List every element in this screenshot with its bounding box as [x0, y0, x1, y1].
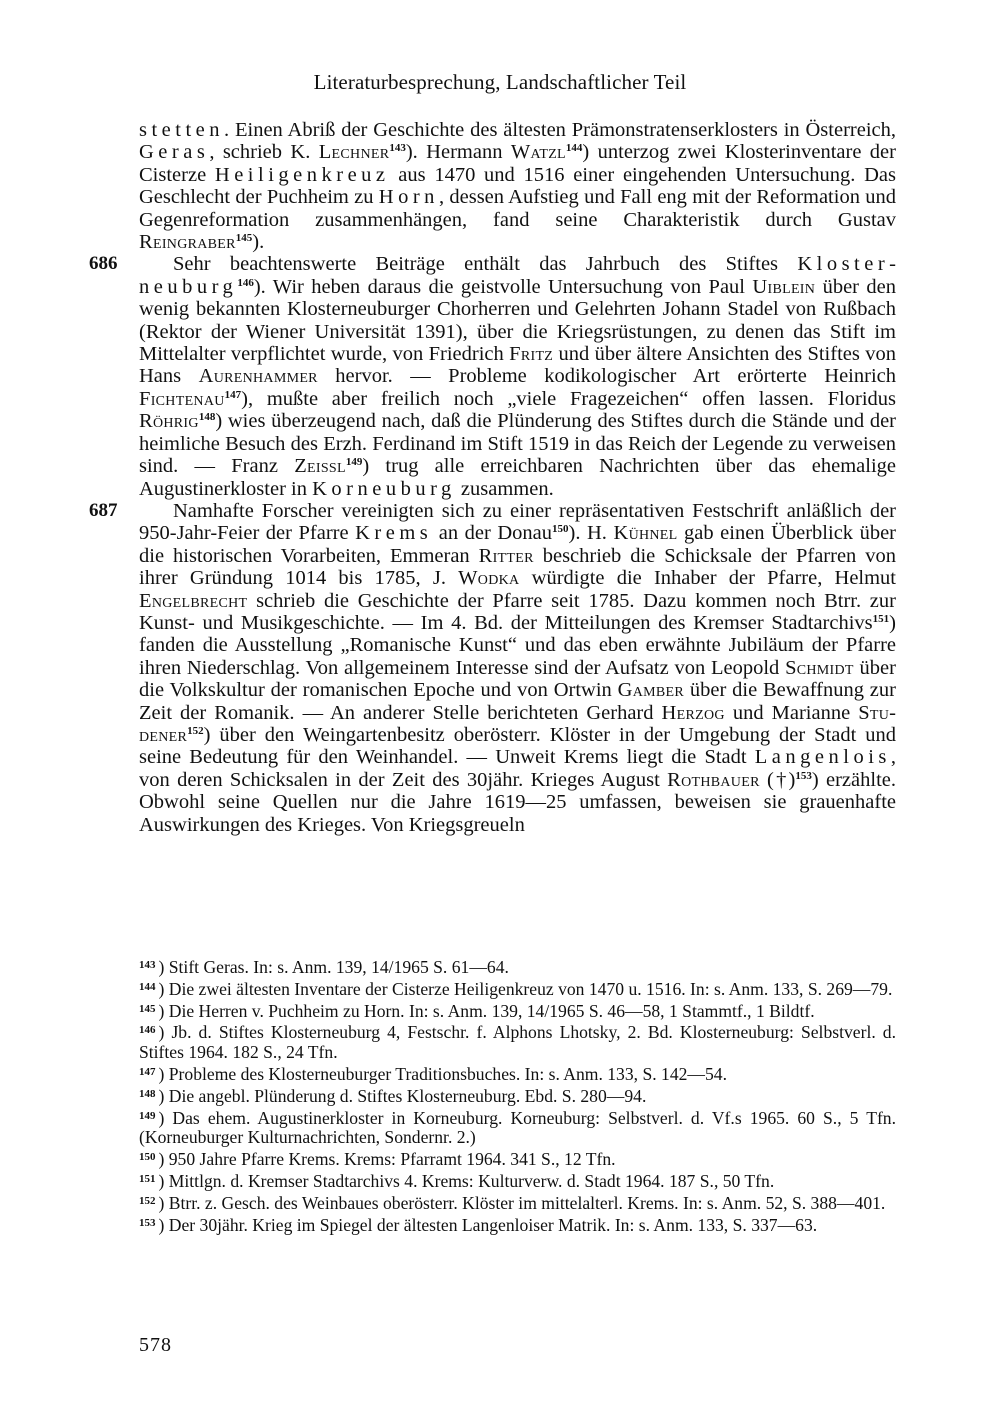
footnote-number: 153: [139, 1216, 156, 1229]
text-run: , dessen Aufstieg und Fall eng mit der Reformation und Gegenreformation zusammenhängen, fand seine Charakteristik durch Gustav: [139, 186, 897, 231]
text-run: ) fanden die Ausstellung „Romanische Kunst“ und das eben erwähnte Jubiläum der Pfarre ihren Niederschlag. Von allgemeinem Interesse sind der Aufsatz von Leopold: [139, 611, 896, 679]
footnote-text: ) Der 30jähr. Krieg im Spiegel der ältesten Langenloiser Matrik. In: s. Anm. 133, S. 337—63.: [158, 1214, 818, 1235]
footnote: [139, 1063, 896, 1085]
footnote-text: ) Jb. d. Stiftes Klosterneuburg 4, Festschr. f. Alphons Lhotsky, 2. Bd. Klosterneuburg: Selbstverl. d. Stiftes 1964. 182 S., 24 Tfn.: [139, 1022, 896, 1063]
author-name: Kühnel: [613, 522, 678, 545]
text-run: beschrieb die Schicksale der Pfarren von ihrer Gründung 1014 bis 1785, J.: [139, 544, 896, 590]
author-name: Ritter: [478, 544, 534, 567]
author-name: Engelbrecht: [139, 589, 248, 612]
paragraph-number: 686: [89, 253, 118, 275]
paragraph: [89, 253, 896, 500]
author-name: Studener: [139, 701, 896, 746]
author-name: Watzl: [510, 141, 566, 164]
footnote-text: ) Probleme des Klosterneuburger Traditionsbuches. In: s. Anm. 133, S. 142—54.: [158, 1063, 728, 1084]
footnote-ref: 152: [187, 724, 204, 737]
text-run: ).: [252, 231, 265, 254]
text-run: ). Wir heben daraus die geistvolle Untersuchung von Paul: [253, 275, 753, 298]
spaced-place-name: stetten: [139, 119, 225, 141]
footnote-number: 151: [139, 1172, 156, 1185]
text-run: ) wies überzeugend nach, daß die Plünderung des Stiftes durch die Stände und der heimliche Besuch des Erzh. Ferdinand im Stift 1519 in das Reich der Legende zu verweisen sind. — Franz: [139, 410, 896, 478]
author-name: Gamber: [617, 679, 685, 702]
text-run: ). Hermann: [405, 141, 511, 164]
text-run: ) unterzog zwei Klosterinventare der Cisterze: [139, 141, 896, 186]
footnote-ref: 146: [237, 276, 254, 289]
footnote-text: ) Mittlgn. d. Kremser Stadtarchivs 4. Krems: Kulturverw. d. Stadt 1964. 187 S., 50 Tfn.: [158, 1170, 775, 1191]
paragraph: [139, 119, 896, 253]
author-name: Schmidt: [785, 656, 854, 679]
footnote-ref: 149: [345, 456, 363, 469]
footnote-ref: 145: [235, 232, 253, 245]
text-run: ) über den Weingartenbesitz oberösterr. Klöster in der Umgebung der Stadt und seine Bedeutung für den Weinhandel. — Unweit Krems liegt die Stadt: [139, 723, 896, 769]
text-run: aus 1470 und 1516 einer eingehenden Untersuchung. Das Geschlecht der Puchheim zu: [139, 163, 896, 209]
author-name: Rothbauer: [667, 768, 760, 791]
footnote-text: ) 950 Jahre Pfarre Krems. Krems: Pfarramt 1964. 341 S., 12 Tfn.: [158, 1149, 616, 1170]
author-name: Röhrig: [139, 410, 199, 433]
text-run: Sehr beachtenswerte Beiträge enthält das Jahrbuch des Stiftes: [173, 253, 798, 276]
footnote-ref: 148: [198, 411, 216, 424]
footnote-text: ) Die Herren v. Puchheim zu Horn. In: s. Anm. 139, 14/1965 S. 46—58, 1 Stammtf., 1 Bildtf.: [158, 1000, 815, 1021]
footnote-number: 146: [139, 1024, 156, 1037]
footnote-ref: 147: [224, 388, 242, 401]
spaced-place-name: Geras: [139, 141, 210, 164]
spaced-place-name: Krems: [355, 522, 433, 545]
running-header: Literaturbesprechung, Landschaftlicher Teil: [313, 70, 687, 94]
spaced-place-name: Langenlois: [754, 746, 891, 769]
text-run: über die Bewaffnung zur Zeit der Romanik. — An anderer Stelle berichteten Gerhard: [139, 679, 896, 724]
footnote: [139, 1214, 896, 1236]
text-run: hervor. — Probleme kodikologischer Art erörterte Heinrich: [317, 365, 896, 388]
text-run: und Marianne: [724, 701, 859, 724]
text-run: über die Volkskultur der romanischen Epoche und von Ortwin: [139, 656, 896, 702]
footnote-number: 147: [139, 1065, 156, 1078]
footnote: [139, 1085, 896, 1107]
footnotes: [139, 956, 896, 1235]
text-run: gab einen Überblick über die historischen Vorarbeiten, Emmeran: [139, 522, 897, 567]
text-run: , schrieb K.: [209, 141, 319, 164]
author-name: Aurenhammer: [198, 365, 318, 388]
text-run: ). H.: [568, 522, 614, 545]
footnote: [139, 1107, 896, 1149]
text-run: schrieb die Geschichte der Pfarre seit 1785. Dazu kommen noch Btrr. zur Kunst- und Musikgeschichte. — Im 4. Bd. der Mitteilungen des Kremser Stadtarchivs: [139, 589, 896, 634]
footnote-ref: 153: [795, 769, 812, 782]
text-run: , von deren Schicksalen in der Zeit des 30jähr. Krieges August: [139, 746, 896, 791]
text-run: über den wenig bekannten Klosterneuburger Chorherren und Gelehrten Johann Stadel von Rußbach (Rektor der Wiener Universität 1391), über die Kriegsrüstungen, zu denen das Stift im Mittelalter verpflichtet wurde, von Friedrich: [139, 275, 896, 366]
footnote-ref: 150: [552, 523, 569, 536]
footnote-number: 150: [139, 1151, 156, 1164]
footnote-number: 149: [139, 1109, 156, 1122]
footnote-text: ) Btrr. z. Gesch. des Weinbaues oberösterr. Klöster im mittelalterl. Krems. In: s. Anm. 52, S. 388—401.: [158, 1192, 886, 1213]
footnote-number: 144: [139, 980, 156, 993]
footnote-number: 145: [139, 1002, 156, 1015]
paragraph-number: 687: [89, 499, 118, 521]
footnote-number: 152: [139, 1194, 156, 1207]
author-name: Herzog: [661, 701, 725, 724]
text-run: an der Donau: [432, 522, 553, 545]
text-run: ), mußte aber freilich noch „viele Fragezeichen“ offen lassen. Floridus: [241, 387, 896, 410]
footnote-text: ) Die zwei ältesten Inventare der Cisterze Heiligenkreuz von 1470 u. 1516. In: s. Anm. 133, S. 269—79.: [158, 978, 893, 999]
body-text: [89, 119, 897, 836]
footnote: [139, 956, 896, 978]
text-run: ) erzählte. Obwohl seine Quellen nur die Jahre 1619—25 umfassen, beweisen sie grauenhafte Auswirkungen des Krieges. Von Kriegsgreueln: [139, 768, 896, 836]
author-name: Fichtenau: [139, 387, 225, 410]
author-name: Zeissl: [294, 455, 346, 478]
text-run: ) trug alle erreichbaren Nachrichten über das ehemalige Augustinerkloster in: [139, 455, 896, 500]
spaced-place-name: Klosterneuburg: [139, 253, 896, 298]
footnote-text: ) Die angebl. Plünderung d. Stiftes Klosterneuburg. Ebd. S. 280—94.: [158, 1085, 647, 1106]
author-name: Lechner: [318, 141, 390, 164]
footnote-number: 143: [139, 959, 156, 971]
text-run: zusammen.: [455, 477, 554, 500]
text-run: . Einen Abriß der Geschichte des ältesten Prämonstratenserklosters in Österreich,: [224, 119, 896, 141]
author-name: Wodka: [458, 567, 520, 590]
author-name: Fritz: [509, 343, 554, 366]
spaced-place-name: Heiligenkreuz: [214, 163, 390, 186]
footnote: [139, 1000, 896, 1022]
footnote-text: ) Das ehem. Augustinerkloster in Korneuburg. Korneuburg: Selbstverl. d. Vf.s 1965. 60 S., 5 Tfn. (Korneuburger Kulturnachrichten, Sondernr. 2.): [139, 1107, 896, 1148]
author-name: Reingraber: [139, 231, 236, 254]
text-run: Namhafte Forscher vereinigten sich zu einer repräsentativen Festschrift anläßlich der 950-Jahr-Feier der Pfarre: [139, 499, 896, 545]
footnote: [139, 1170, 896, 1192]
page-number: 578: [139, 1334, 172, 1356]
footnote-ref: 143: [389, 142, 406, 155]
footnote-ref: 151: [872, 612, 890, 625]
footnote: [139, 978, 896, 1000]
paragraph: [89, 499, 897, 836]
author-name: Uiblein: [752, 275, 816, 298]
text-run: und über ältere Ansichten des Stiftes von Hans: [139, 343, 896, 388]
footnote: [139, 1021, 896, 1063]
text-run: (†): [759, 768, 796, 791]
footnote-number: 148: [139, 1087, 156, 1100]
footnote: [139, 1192, 896, 1214]
footnote-text: ) Stift Geras. In: s. Anm. 139, 14/1965 S. 61—64.: [158, 957, 509, 977]
spaced-place-name: Korneuburg: [312, 477, 456, 500]
text-run: würdigte die Inhaber der Pfarre, Helmut: [519, 567, 897, 590]
spaced-place-name: Horn: [378, 186, 439, 209]
footnote-ref: 144: [565, 142, 583, 155]
footnote: [139, 1148, 896, 1170]
